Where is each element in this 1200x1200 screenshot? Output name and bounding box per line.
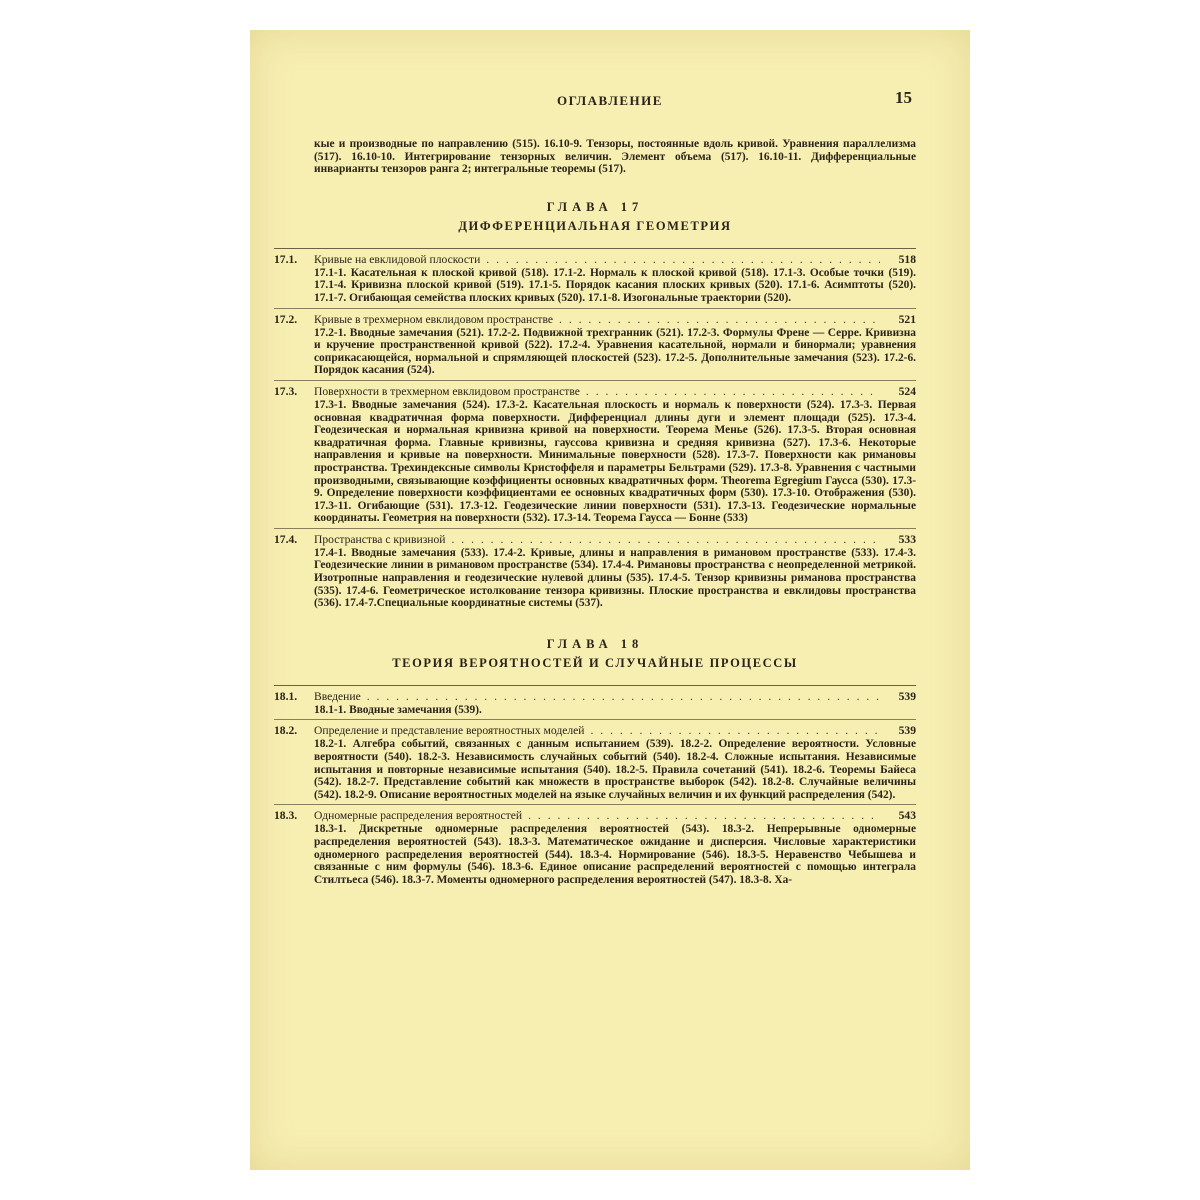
section-number: 17.1.	[274, 252, 298, 266]
dot-leader	[451, 533, 880, 547]
continued-entry-text: кые и производные по направлению (515). 16.10-9. Тензоры, постоянные вдоль кривой. Уравнения параллелизма (517). 16.10-10. Интегрирование тензорных величин. Элемент объема (517). 16.10-11. Дифференциальные инварианты тензоров ранга 2; интегральные теоремы (517).	[314, 138, 916, 176]
section-heading	[274, 533, 916, 547]
chapter-title: ДИФФЕРЕНЦИАЛЬНАЯ ГЕОМЕТРИЯ	[458, 218, 732, 233]
section-title: Кривые в трехмерном евклидовом пространстве	[314, 312, 554, 326]
section-page: 521	[898, 312, 916, 326]
section-title: Кривые на евклидовой плоскости	[314, 252, 481, 266]
section-number: 18.3.	[274, 809, 298, 823]
section-number: 17.4.	[274, 532, 298, 546]
dot-leader	[486, 253, 880, 267]
toc-section	[274, 249, 916, 309]
running-header: ОГЛАВЛЕНИЕ	[557, 93, 663, 108]
table-of-contents	[274, 138, 916, 889]
section-heading	[274, 690, 916, 704]
section-contents: 18.2-1. Алгебра событий, связанных с данным испытанием (539). 18.2-2. Определение вероятности. Условные вероятности (540). 18.2-3. Независимость случайных событий (540). 18.2-4. Сложные испытания. Независимые испытания и повторные независимые испытания (540). 18.2-5. Правила сочетаний (541). 18.2-6. Теоремы Байеса (542). 18.2-7. Представление событий как множеств в пространстве выборок (542). 18.2-8. Случайные величины (542). 18.2-9. Описание вероятностных моделей на языке случайных величин и их функций распределения (542).	[314, 738, 916, 801]
section-title: Введение	[314, 689, 361, 703]
section-contents: 17.1-1. Касательная к плоской кривой (518). 17.1-2. Нормаль к плоской кривой (518). 17.1-3. Особые точки (519). 17.1-4. Кривизна плоской кривой (519). 17.1-5. Порядок касания плоских кривых (520). 17.1-6. Асимптоты (520). 17.1-7. Огибающая семейства плоских кривых (520). 17.1-8. Изогональные траектории (520).	[314, 266, 916, 304]
chapter-label: ГЛАВА 18	[546, 636, 644, 651]
toc-section	[274, 309, 916, 381]
chapter-sections	[274, 685, 916, 890]
chapter-sections	[274, 248, 916, 613]
section-heading	[274, 385, 916, 399]
toc-section	[274, 686, 916, 721]
section-title: Определение и представление вероятностных моделей	[314, 724, 585, 738]
section-number: 18.2.	[274, 724, 298, 738]
chapter-heading	[274, 637, 916, 671]
toc-section	[274, 529, 916, 613]
section-heading	[274, 724, 916, 738]
toc-section	[274, 381, 916, 529]
section-title: Пространства с кривизной	[314, 532, 446, 546]
chapter-heading	[274, 200, 916, 234]
section-number: 17.3.	[274, 384, 298, 398]
section-number: 18.1.	[274, 689, 298, 703]
chapter-title: ТЕОРИЯ ВЕРОЯТНОСТЕЙ И СЛУЧАЙНЫЕ ПРОЦЕССЫ	[392, 655, 798, 670]
section-page: 539	[898, 689, 916, 703]
section-number: 17.2.	[274, 312, 298, 326]
section-title: Поверхности в трехмерном евклидовом пространстве	[314, 384, 580, 398]
section-contents: 18.3-1. Дискретные одномерные распределения вероятностей (543). 18.3-2. Непрерывные одномерные распределения вероятностей (543). 18.3-3. Математическое ожидание и дисперсия. Числовые характеристики одномерного распределения вероятностей (544). 18.3-4. Нормирование (546). 18.3-5. Неравенство Чебышева и связанные с ним формулы (546). 18.3-6. Единое описание распределений вероятностей с помощью интеграла Стилтьеса (546). 18.3-7. Моменты одномерного распределения вероятностей (547). 18.3-8. Ха-	[314, 823, 916, 886]
section-contents: 18.1-1. Вводные замечания (539).	[314, 703, 482, 716]
section-title: Одномерные распределения вероятностей	[314, 809, 523, 823]
dot-leader	[367, 690, 880, 704]
dot-leader	[586, 385, 880, 399]
section-heading	[274, 809, 916, 823]
page-number: 15	[895, 88, 912, 107]
dot-leader	[528, 809, 880, 823]
toc-section	[274, 805, 916, 889]
section-heading	[274, 253, 916, 267]
dot-leader	[559, 313, 880, 327]
section-page: 543	[898, 809, 916, 823]
section-page: 524	[898, 384, 916, 398]
section-heading	[274, 313, 916, 327]
section-contents: 17.3-1. Вводные замечания (524). 17.3-2. Касательная плоскость и нормаль к поверхности (524). 17.3-3. Первая основная квадратичная форма поверхности. Дифференциал длины дуги и элемент площади (525). 17.3-4. Геодезическая и нормальная кривизна кривой на поверхности. Теорема Менье (526). 17.3-5. Вторая основная квадратичная форма. Главные кривизны, гауссова кривизна и средняя кривизна (527). 17.3-6. Некоторые направления и кривые на поверхности. Минимальные поверхности (528). 17.3-7. Поверхности как римановы пространства. Трехиндексные символы Кристоффеля и параметры Бельтрами (529). 17.3-8. Уравнения с частными производными, связывающие коэффициенты основных квадратичных форм. Theorema Egregium Гаусса (530). 17.3-9. Определение поверхности коэффициентами ее основных квадратичных форм (530). 17.3-10. Отображения (530). 17.3-11. Огибающие (531). 17.3-12. Геодезические линии поверхности (531). 17.3-13. Геодезические нормальные координаты. Геометрия на поверхности (532). 17.3-14. Теорема Гаусса — Бонне (533)	[314, 398, 916, 525]
dot-leader	[591, 724, 881, 738]
section-contents: 17.2-1. Вводные замечания (521). 17.2-2. Подвижной трехгранник (521). 17.2-3. Формулы Френе — Серре. Кривизна и кручение пространственной кривой (522). 17.2-4. Уравнения касательной, нормали и бинормали; уравнения соприкасающейся, нормальной и спрямляющей плоскостей (523). 17.2-5. Дополнительные замечания (523). 17.2-6. Порядок касания (524).	[314, 326, 916, 377]
book-page	[250, 30, 970, 1170]
section-contents: 17.4-1. Вводные замечания (533). 17.4-2. Кривые, длины и направления в римановом пространстве (533). 17.4-3. Геодезические линии в римановом пространстве (534). 17.4-4. Римановы пространства с неопределенной метрикой. Изотропные направления и геодезические нулевой длины (535). 17.4-5. Тензор кривизны риманова пространства (535). 17.4-6. Геометрическое истолкование тензора кривизны. Плоские пространства и евклидовы пространства (536). 17.4-7.Специальные координатные системы (537).	[314, 546, 916, 610]
section-page: 518	[898, 252, 916, 266]
toc-section	[274, 720, 916, 805]
section-page: 539	[898, 724, 916, 738]
chapter-label: ГЛАВА 17	[546, 199, 644, 214]
section-page: 533	[898, 532, 916, 546]
